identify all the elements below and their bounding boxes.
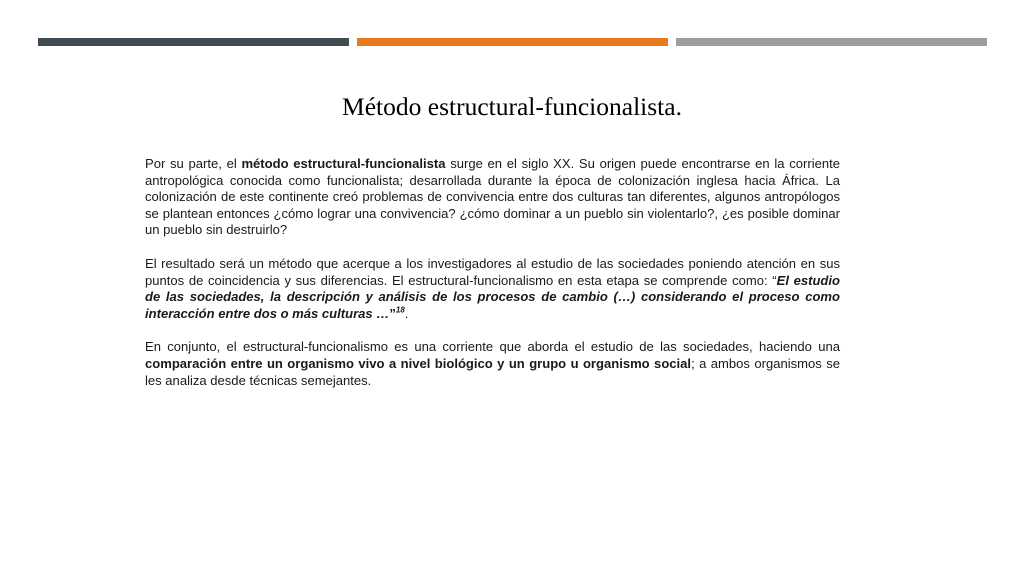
paragraph-2-quote-text: El estudio de las sociedades, la descripción y análisis de los procesos de cambio (…) considerando el proceso como interacción entre dos o más culturas …: [145, 272, 841, 321]
paragraph-2: [145, 256, 840, 322]
paragraph-3-bold: comparación entre un organismo vivo a nivel biológico y un grupo u organismo social: [145, 355, 692, 371]
header-bar-gray: [676, 38, 987, 46]
paragraph-1-text-a: Por su parte, el: [145, 156, 242, 171]
header-bar-orange: [357, 38, 668, 46]
paragraph-2-end: .: [404, 305, 409, 321]
paragraph-2-text-a: El resultado será un método que acerque a los investigadores al estudio de las sociedades poniendo atención en sus puntos de coincidencia y sus diferencias. El estructural-funcionalismo en esta etapa se comprende como: “: [145, 255, 840, 288]
paragraph-2-quote-close: ”: [389, 305, 396, 321]
slide-title: Método estructural-funcionalista.: [342, 92, 682, 121]
paragraph-1-bold: método estructural-funcionalista: [241, 156, 446, 171]
slide-body: [145, 156, 840, 406]
paragraph-1: [145, 156, 840, 239]
footnote-ref: 18: [395, 305, 405, 315]
paragraph-3-text-b: ; a ambos organismos se les analiza desde técnicas semejantes.: [145, 355, 840, 388]
paragraph-3: [145, 339, 840, 389]
header-bar-dark: [38, 38, 349, 46]
paragraph-1-text-b: surge en el siglo XX. Su origen puede encontrarse en la corriente antropológica conocida como funcionalista; desarrollada durante la época de colonización inglesa hacia África. La colonización de este continente creó problemas de convivencia entre dos culturas tan diferentes, algunos antropólogos se plantean entonces ¿cómo lograr una convivencia? ¿cómo dominar a un pueblo sin violentarlo?, ¿es posible dominar un pueblo sin destruirlo?: [145, 156, 840, 238]
paragraph-3-text-a: En conjunto, el estructural-funcionalismo es una corriente que aborda el estudio de las sociedades, haciendo una: [145, 339, 840, 355]
